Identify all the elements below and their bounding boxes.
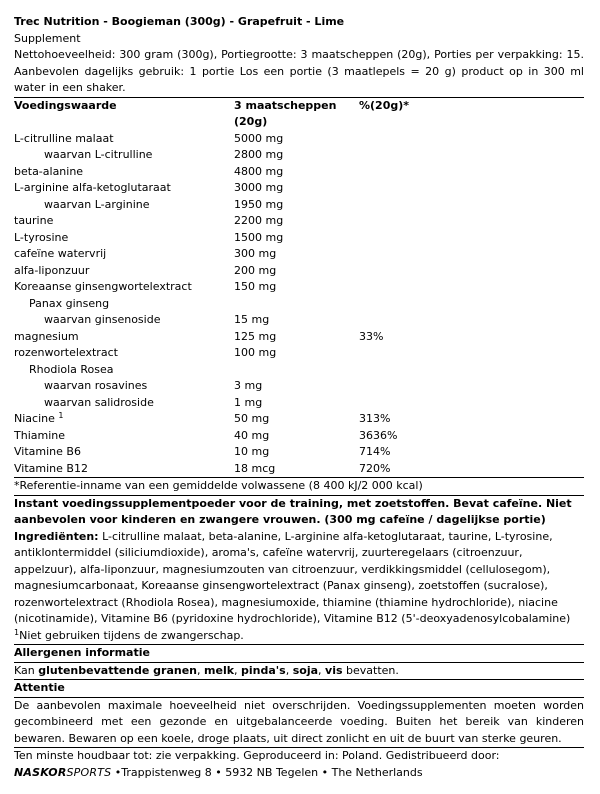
table-row <box>14 197 584 214</box>
nutrient-amount: 150 mg <box>234 280 277 293</box>
product-description: Instant voedingssupplementpoeder voor de training, met zoetstoffen. Bevat cafeïne. Niet aanbevolen voor kinderen en zwangere vrouwen. (300 mg cafeïne / dagelijkse portie) <box>14 496 572 526</box>
nutrient-name <box>14 213 234 230</box>
allergens-separator: , <box>234 663 242 677</box>
nutrient-name-text: alfa-liponzuur <box>14 263 90 277</box>
attention-text: De aanbevolen maximale hoeveelheid niet overschrijden. Voedingssupplementen moeten worden gecombineerd met een gezonde en uitgebalanceerde voeding. Buiten het bereik van kinderen bewaren. Bewaren op een koele, droge plaats, uit direct zonlicht en uit de buurt van sterke geuren. <box>14 698 584 745</box>
nutrient-name-text: L-tyrosine <box>14 230 69 244</box>
allergen-item: pinda's <box>241 663 286 677</box>
product-label <box>14 0 584 781</box>
nutrition-body <box>14 131 584 478</box>
nutrition-header-pct: %(20g)* <box>359 98 410 112</box>
table-row <box>14 411 584 428</box>
ingredients-note-marker: 1 <box>14 627 20 637</box>
nutrient-pct: 313% <box>359 412 391 425</box>
nutrient-pct <box>359 197 584 214</box>
allergen-item: melk <box>204 663 235 677</box>
nutrient-name <box>14 461 234 478</box>
nutrient-name <box>14 279 234 296</box>
nutrition-header-name: Voedingswaarde <box>14 98 117 112</box>
nutrient-amount: 5000 mg <box>234 131 284 145</box>
ingredients-text: L-citrulline malaat, beta-alanine, L-arginine alfa-ketoglutaraat, taurine, L-tyrosine, antiklontermiddel (siliciumdioxide), aroma's, cafeïne watervrij, zuurteregelaars (citroenzuur, appelzuur), alfa-liponzuur, magnesiumzouten van citroenzuur, verdikkingsmiddel (cellulosegom), magnesiumcarbonaat, Koreaanse ginsengwortelextract (Panax ginseng), zoetstoffen (sucralose), rozenwortelextract (Rhodiola Rosea), magnesiumoxide, thiamine (thiamine hydrochloride), niacine (nicotinamide), Vitamine B6 (pyridoxine hydrochloride), Vitamine B12 (5'-deoxyadenosylcobalamine) <box>14 529 571 625</box>
nutrient-pct: 3636% <box>359 428 398 442</box>
nutrient-name-text: waarvan ginsenoside <box>44 313 161 326</box>
nutrient-name-text: Panax ginseng <box>29 296 110 310</box>
table-row <box>14 329 584 346</box>
nutrient-name-text: magnesium <box>14 329 79 343</box>
nutrient-name-text: rozenwortelextract <box>14 346 118 359</box>
nutrient-name-text: waarvan salidroside <box>44 395 154 409</box>
nutrient-name <box>14 230 234 247</box>
nutrient-name <box>14 312 234 329</box>
table-row <box>14 246 584 263</box>
table-row <box>14 263 584 280</box>
logo-bold-text: NASKOR <box>14 765 67 779</box>
nutrient-name <box>14 362 234 379</box>
nutrient-name <box>14 378 234 395</box>
allergen-item: vis <box>325 663 343 677</box>
nutrient-name-text: Rhodiola Rosea <box>29 362 114 376</box>
nutrient-name <box>14 411 234 428</box>
table-row <box>14 395 584 412</box>
nutrient-name <box>14 329 234 346</box>
attention-heading: Attentie <box>14 681 65 694</box>
footer-distributor <box>14 765 584 782</box>
ingredients-note-text: Niet gebruiken tijdens de zwangerschap. <box>19 628 244 642</box>
nutrition-table <box>14 98 584 478</box>
nutrient-pct: 714% <box>359 445 391 458</box>
table-row <box>14 428 584 445</box>
allergens-text <box>14 663 584 680</box>
nutrient-amount: 100 mg <box>234 346 277 359</box>
nutrient-name-text: Vitamine B12 <box>14 461 88 475</box>
nutrient-pct <box>359 345 584 362</box>
table-row <box>14 131 584 148</box>
table-row <box>14 147 584 164</box>
table-row <box>14 362 584 379</box>
table-row <box>14 296 584 313</box>
nutrient-name-text: beta-alanine <box>14 164 84 178</box>
allergens-separator: , <box>197 663 205 677</box>
nutrient-amount: 3 mg <box>234 379 263 392</box>
nutrient-pct <box>359 246 584 263</box>
nutrient-amount: 200 mg <box>234 263 277 277</box>
nutrient-name <box>14 164 234 181</box>
nutrient-pct <box>359 213 584 230</box>
nutrient-amount: 1500 mg <box>234 230 284 244</box>
nutrient-name-text: L-citrulline malaat <box>14 131 114 145</box>
nutrient-name-text: Thiamine <box>14 428 65 442</box>
allergen-item: soja <box>292 663 319 677</box>
nutrient-name <box>14 180 234 197</box>
nutrient-name-text: waarvan L-citrulline <box>44 148 153 161</box>
table-row <box>14 461 584 478</box>
nutrient-pct: 33% <box>359 329 384 343</box>
nutrient-name-text: waarvan L-arginine <box>44 197 150 211</box>
nutrient-pct <box>359 147 584 164</box>
nutrient-pct <box>359 164 584 181</box>
nutrient-pct <box>359 279 584 296</box>
table-row <box>14 279 584 296</box>
nutrition-footnote: *Referentie-inname van een gemiddelde volwassene (8 400 kJ/2 000 kcal) <box>14 479 423 492</box>
nutrient-name <box>14 296 234 313</box>
nutrient-name-text: Vitamine B6 <box>14 445 81 458</box>
nutrient-amount: 1950 mg <box>234 197 284 211</box>
product-category: Supplement <box>14 31 81 45</box>
nutrient-pct <box>359 131 584 148</box>
ingredients-note <box>14 628 584 645</box>
footnote-marker: 1 <box>58 411 64 420</box>
nutrient-amount: 2800 mg <box>234 148 284 161</box>
nutrient-pct: 720% <box>359 461 391 475</box>
nutrient-name-text: L-arginine alfa-ketoglutaraat <box>14 181 171 194</box>
table-row <box>14 213 584 230</box>
allergen-item: glutenbevattende granen <box>38 663 198 677</box>
allergens-suffix: bevatten. <box>342 663 399 677</box>
allergens-separator: , <box>318 663 326 677</box>
nutrient-amount: 15 mg <box>234 313 270 326</box>
nutrient-amount <box>234 296 359 313</box>
nutrient-amount: 18 mcg <box>234 461 276 475</box>
nutrient-amount <box>234 362 359 379</box>
product-info: Nettohoeveelheid: 300 gram (300g), Portiegrootte: 3 maatscheppen (20g), Porties per verpakking: 15. Aanbevolen dagelijks gebruik: 1 portie Los een portie (3 maatlepels = 20 g) product op in 300 ml water in een shaker. <box>14 48 584 94</box>
nutrient-pct <box>359 362 584 379</box>
nutrition-header-amount: 3 maatscheppen (20g) <box>234 98 337 128</box>
nutrient-name <box>14 147 234 164</box>
nutrient-name <box>14 444 234 461</box>
product-title: Trec Nutrition - Boogieman (300g) - Grapefruit - Lime <box>14 15 345 28</box>
nutrient-name <box>14 263 234 280</box>
nutrient-name <box>14 395 234 412</box>
nutrition-header-row <box>14 98 584 131</box>
table-row <box>14 230 584 247</box>
nutrient-pct <box>359 263 584 280</box>
allergens-separator: , <box>285 663 293 677</box>
nutrient-amount: 4800 mg <box>234 164 284 178</box>
table-row <box>14 180 584 197</box>
nutrient-name <box>14 428 234 445</box>
nutrient-pct <box>359 312 584 329</box>
nutrient-amount: 300 mg <box>234 247 277 260</box>
allergens-prefix: Kan <box>14 663 39 677</box>
nutrient-pct <box>359 395 584 412</box>
nutrient-name-text: Niacine <box>14 412 55 425</box>
nutrient-amount: 1 mg <box>234 395 263 409</box>
ingredients <box>14 529 584 628</box>
nutrient-pct <box>359 180 584 197</box>
distributor-address: •Trappistenweg 8 • 5932 NB Tegelen • The Netherlands <box>111 765 423 779</box>
nutrient-name <box>14 345 234 362</box>
nutrient-amount: 40 mg <box>234 428 270 442</box>
nutrient-name <box>14 131 234 148</box>
allergens-heading: Allergenen informatie <box>14 646 150 659</box>
nutrient-name-text: Koreaanse ginsengwortelextract <box>14 280 192 293</box>
nutrient-amount: 10 mg <box>234 445 270 458</box>
footer-info: Ten minste houdbaar tot: zie verpakking. Geproduceerd in: Poland. Gedistribueerd door: <box>14 749 500 762</box>
nutrient-amount: 50 mg <box>234 412 270 425</box>
table-row <box>14 378 584 395</box>
nutrient-pct <box>359 378 584 395</box>
nutrient-name-text: cafeïne watervrij <box>14 247 107 260</box>
table-row <box>14 164 584 181</box>
nutrient-amount: 3000 mg <box>234 181 284 194</box>
nutrient-name <box>14 197 234 214</box>
ingredients-label: Ingrediënten: <box>14 529 99 543</box>
nutrient-pct <box>359 296 584 313</box>
logo-light-text: SPORTS <box>66 765 112 779</box>
nutrient-amount: 125 mg <box>234 329 277 343</box>
nutrient-amount: 2200 mg <box>234 214 284 227</box>
nutrient-name-text: waarvan rosavines <box>44 379 148 392</box>
table-row <box>14 444 584 461</box>
nutrient-pct <box>359 230 584 247</box>
naskor-sports-logo <box>14 766 111 779</box>
table-row <box>14 345 584 362</box>
nutrient-name-text: taurine <box>14 214 54 227</box>
nutrient-name <box>14 246 234 263</box>
table-row <box>14 312 584 329</box>
